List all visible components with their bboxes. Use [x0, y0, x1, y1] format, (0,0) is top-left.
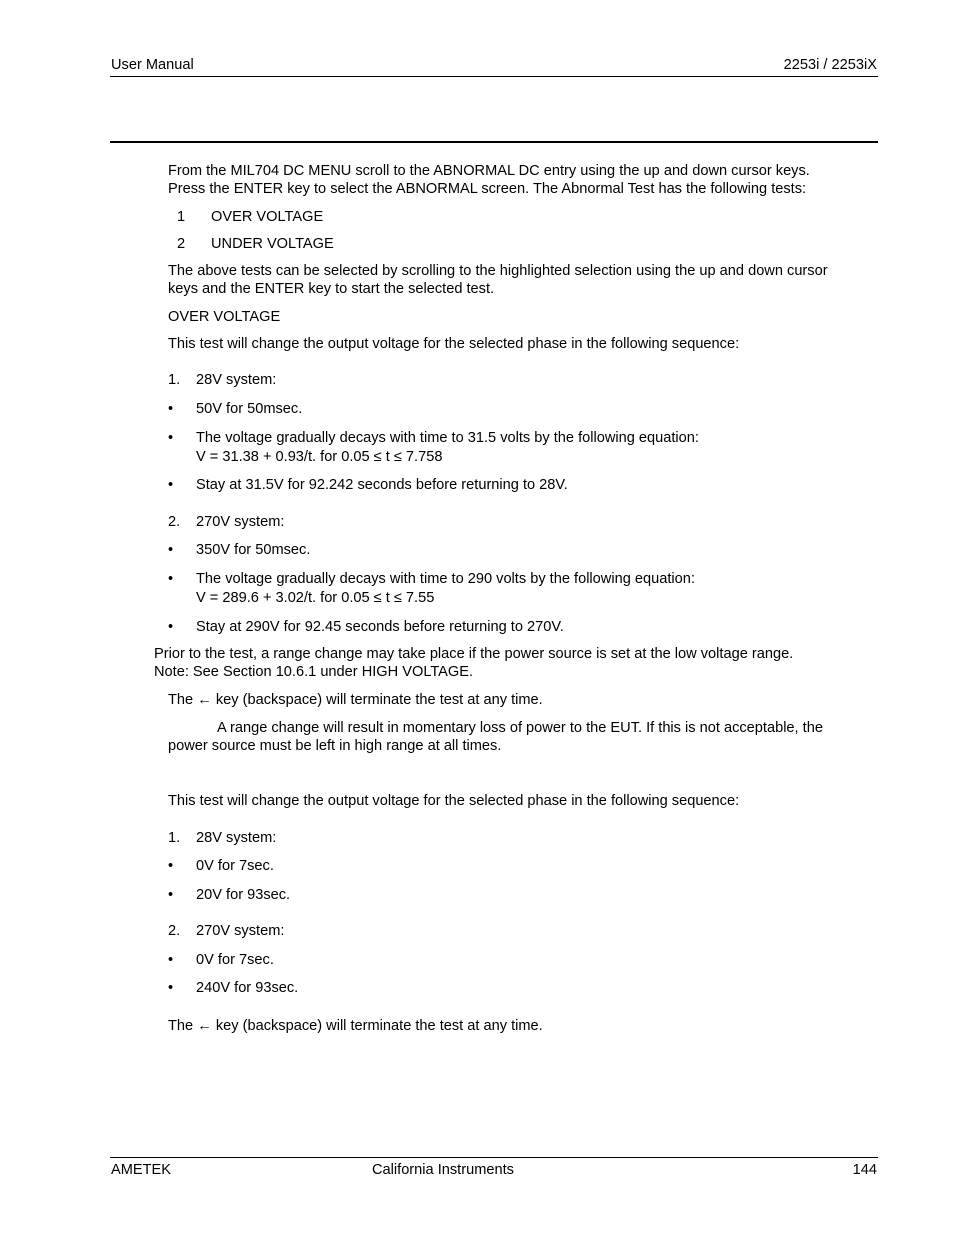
- uv-28-item-2: 20V for 93sec.: [196, 887, 291, 903]
- select-text-line-1: The above tests can be selected by scrolling to the highlighted selection using the up and down cursor: [168, 263, 828, 279]
- uv-270-bullet-2: •: [168, 980, 174, 996]
- range-warning-line-1: A range change will result in momentary loss of power to the EUT. If this is not acceptable, the: [217, 720, 823, 736]
- ov-28-item-1: 50V for 50msec.: [196, 401, 303, 417]
- test-list-item-1: OVER VOLTAGE: [211, 209, 324, 225]
- ov-28-item-2-line-1: The voltage gradually decays with time to 31.5 volts by the following equation:: [196, 430, 699, 446]
- intro-line-1: From the MIL704 DC MENU scroll to the ABNORMAL DC entry using the up and down cursor keys.: [168, 163, 810, 179]
- prior-note-line-1: Prior to the test, a range change may take place if the power source is set at the low voltage range.: [154, 646, 794, 662]
- uv-backspace-note: The ← key (backspace) will terminate the test at any time.: [168, 1018, 543, 1034]
- uv-28-title: 28V system:: [196, 830, 277, 846]
- section-rule: [110, 141, 878, 143]
- header-left: User Manual: [111, 57, 194, 73]
- uv-270-item-1: 0V for 7sec.: [196, 952, 274, 968]
- uv-270-title: 270V system:: [196, 923, 285, 939]
- over-voltage-heading: OVER VOLTAGE: [168, 309, 281, 325]
- footer-center: California Instruments: [372, 1162, 514, 1178]
- uv-28-bullet-2: •: [168, 887, 174, 903]
- ov-270-item-2-equation: V = 289.6 + 3.02/t. for 0.05 ≤ t ≤ 7.55: [196, 590, 435, 606]
- intro-line-2: Press the ENTER key to select the ABNORMAL screen. The Abnormal Test has the following tests:: [168, 181, 807, 197]
- header-rule: [110, 76, 878, 77]
- uv-270-bullet-1: •: [168, 952, 174, 968]
- uv-270-item-2: 240V for 93sec.: [196, 980, 299, 996]
- ov-270-bullet-1: •: [168, 542, 174, 558]
- test-list-num-2: 2: [177, 236, 186, 252]
- prior-note-line-2: Note: See Section 10.6.1 under HIGH VOLTAGE.: [154, 664, 474, 680]
- ov-270-bullet-3: •: [168, 619, 174, 635]
- ov-270-title: 270V system:: [196, 514, 285, 530]
- ov-28-number: 1.: [168, 372, 181, 388]
- ov-270-item-2-line-1: The voltage gradually decays with time to 290 volts by the following equation:: [196, 571, 695, 587]
- ov-28-title: 28V system:: [196, 372, 277, 388]
- test-list-num-1: 1: [177, 209, 186, 225]
- uv-28-item-1: 0V for 7sec.: [196, 858, 274, 874]
- uv-270-number: 2.: [168, 923, 181, 939]
- ov-28-item-3: Stay at 31.5V for 92.242 seconds before returning to 28V.: [196, 477, 568, 493]
- footer-page-number: 144: [852, 1162, 877, 1178]
- ov-28-bullet-3: •: [168, 477, 174, 493]
- uv-28-number: 1.: [168, 830, 181, 846]
- ov-270-number: 2.: [168, 514, 181, 530]
- footer-rule: [110, 1157, 878, 1158]
- ov-28-bullet-1: •: [168, 401, 174, 417]
- ov-270-item-1: 350V for 50msec.: [196, 542, 311, 558]
- ov-270-item-3: Stay at 290V for 92.45 seconds before returning to 270V.: [196, 619, 564, 635]
- under-voltage-intro: This test will change the output voltage for the selected phase in the following sequence:: [168, 793, 740, 809]
- select-text-line-2: keys and the ENTER key to start the selected test.: [168, 281, 495, 297]
- range-warning-line-2: power source must be left in high range at all times.: [168, 738, 502, 754]
- header-right: 2253i / 2253iX: [783, 57, 877, 73]
- uv-28-bullet-1: •: [168, 858, 174, 874]
- ov-270-bullet-2: •: [168, 571, 174, 587]
- test-list-item-2: UNDER VOLTAGE: [211, 236, 334, 252]
- over-voltage-intro: This test will change the output voltage for the selected phase in the following sequence:: [168, 336, 740, 352]
- ov-28-item-2-equation: V = 31.38 + 0.93/t. for 0.05 ≤ t ≤ 7.758: [196, 449, 443, 465]
- ov-backspace-note: The ← key (backspace) will terminate the test at any time.: [168, 692, 543, 708]
- ov-28-bullet-2: •: [168, 430, 174, 446]
- footer-left: AMETEK: [111, 1162, 172, 1178]
